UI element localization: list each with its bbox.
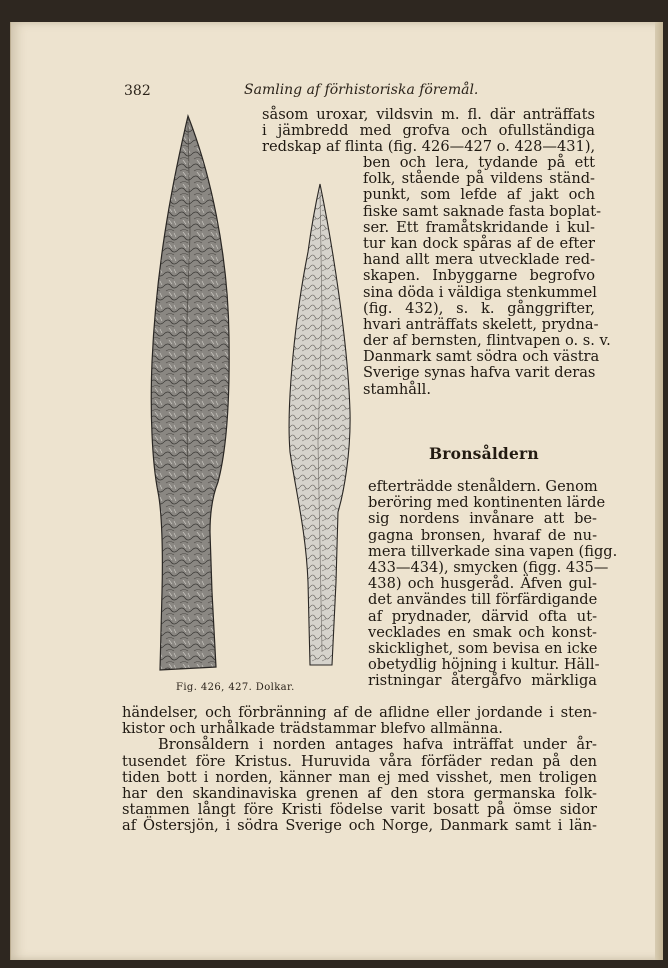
text-line: händelser, och förbränning af de aflidne eller jordande i sten- <box>122 704 597 721</box>
text-line: skicklighet, som bevisa en icke <box>368 639 598 657</box>
text-line: i jämbredd med grofva och ofullständiga <box>262 122 595 140</box>
page-number: 382 <box>124 83 151 99</box>
text-line: gagna bronsen, hvaraf de nu- <box>368 526 597 544</box>
text-line: af Östersjön, i södra Sverige och Norge, Danmark samt i län- <box>122 817 597 835</box>
text-line: det användes till förfärdigande <box>368 591 598 609</box>
running-title: Samling af förhistoriska föremål. <box>244 82 479 98</box>
text-line: hvari anträffats skelett, prydna- <box>363 315 599 333</box>
text-line: beröring med kontinenten lärde <box>368 494 606 512</box>
full-width-paragraphs <box>122 705 597 835</box>
text-line: tiden bott i norden, känner man ej med visshet, men troligen <box>122 768 597 786</box>
text-line: Danmark samt södra och västra <box>363 348 600 366</box>
text-line: såsom uroxar, vildsvin m. fl. där anträffats <box>262 106 595 123</box>
text-line: punkt, som lefde af jakt och <box>363 186 595 204</box>
flint-daggers-illustration <box>150 112 360 682</box>
text-line: folk, stående på vildens ständ- <box>363 170 595 188</box>
figure-caption: Fig. 426, 427. Dolkar. <box>176 682 295 693</box>
intro-paragraph <box>262 107 595 156</box>
section-heading: Bronsåldern <box>429 444 539 463</box>
text-line: 433—434), smycken (figg. 435— <box>368 558 609 576</box>
text-line: obetydlig höjning i kultur. Häll- <box>368 656 600 674</box>
text-line: hand allt mera utvecklade red- <box>363 251 595 269</box>
text-line: tur kan dock spåras af de efter <box>363 234 595 252</box>
text-line: redskap af flinta (fig. 426—427 o. 428—431), <box>262 138 596 156</box>
text-line: ben och lera, tydande på ett <box>363 154 595 171</box>
text-line: skapen. Inbyggarne begrofvo <box>363 267 595 285</box>
text-line: 438) och husgeråd. Äfven gul- <box>368 575 597 593</box>
text-line: ser. Ett framåtskridande i kul- <box>363 218 595 236</box>
page-edge <box>655 22 663 960</box>
text-line: stammen långt före Kristi födelse varit bosatt på ömse sidor <box>122 801 597 819</box>
text-line: sina döda i väldiga stenkummel <box>363 283 597 301</box>
text-line: efterträdde stenåldern. Genom <box>368 478 598 495</box>
slender-dagger-shape <box>289 184 350 665</box>
text-line: (fig. 432), s. k. gånggrifter, <box>363 299 595 317</box>
text-line: kistor och urhålkade trädstammar blefvo allmänna. <box>122 720 503 738</box>
text-line: har den skandinaviska grenen af den stora germanska folk- <box>122 784 597 802</box>
text-line: der af bernsten, flintvapen o. s. v. <box>363 332 611 350</box>
text-line: ristningar återgåfvo märkliga <box>368 672 597 690</box>
text-line: Bronsåldern i norden antages hafva inträffat under år- <box>158 736 597 754</box>
text-line: mera tillverkade sina vapen (figg. <box>368 542 618 560</box>
text-line: Sverige synas hafva varit deras <box>363 364 596 382</box>
text-line: af prydnader, därvid ofta ut- <box>368 607 597 625</box>
side-column-lower <box>368 478 618 690</box>
text-line: sig nordens invånare att be- <box>368 510 597 528</box>
text-line: fiske samt saknade fasta boplat- <box>363 202 602 220</box>
large-dagger-shape <box>151 116 229 670</box>
text-line: tusendet före Kristus. Huruvida våra förfäder redan på den <box>122 752 597 770</box>
side-column-upper <box>363 154 611 398</box>
text-line: stamhåll. <box>363 380 431 398</box>
text-line: vecklades en smak och konst- <box>368 623 597 641</box>
